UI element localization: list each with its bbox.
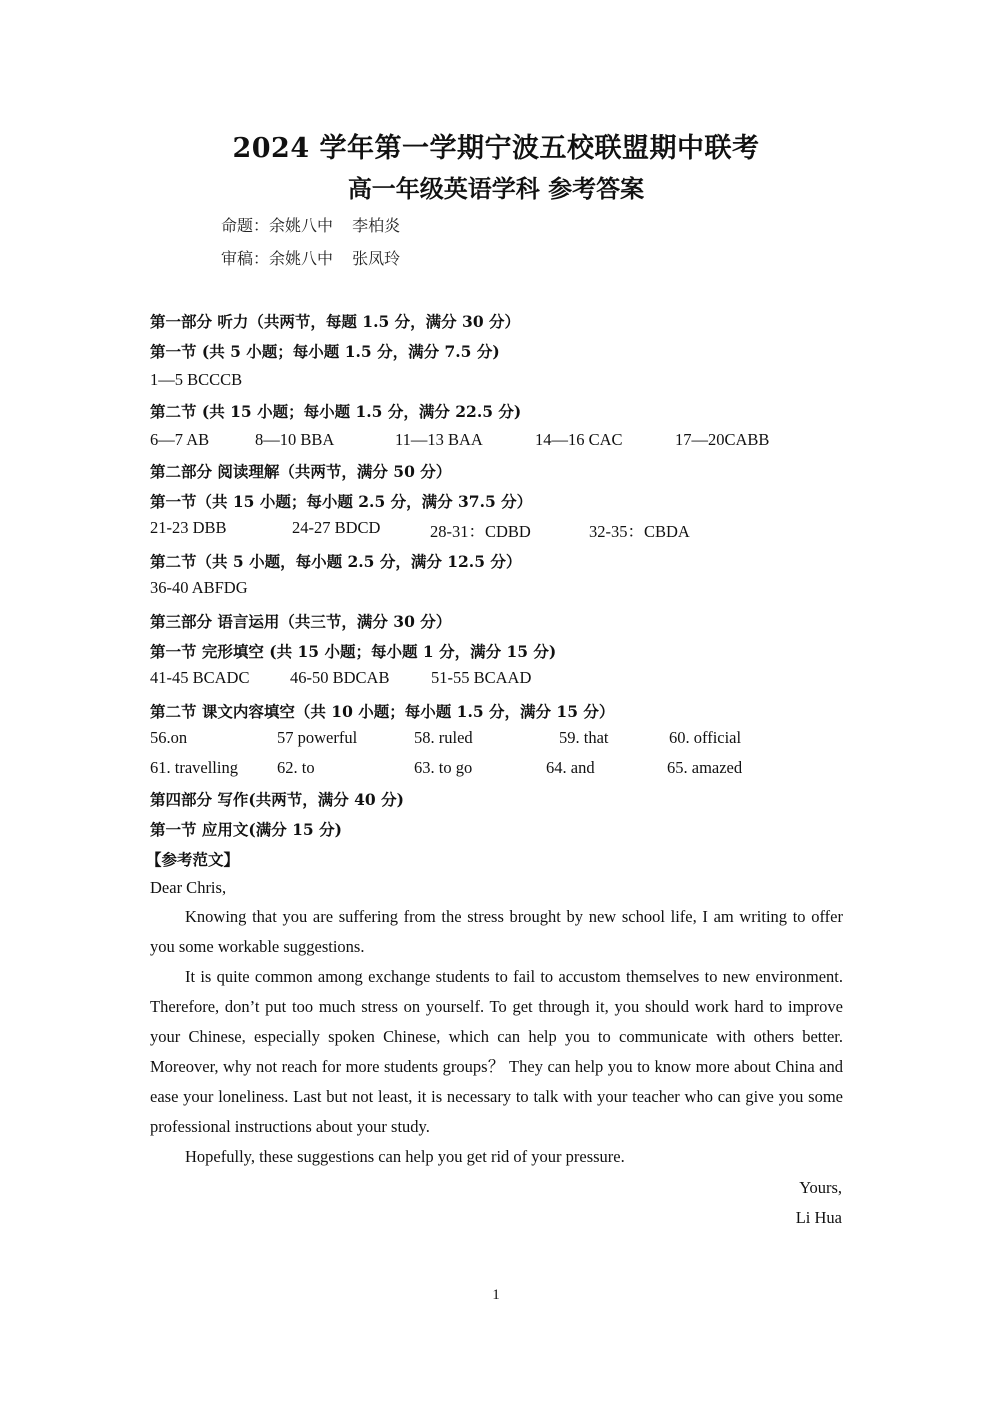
credit-reviewer-label: 审稿：余姚八中 [221, 249, 334, 268]
answer-group: 6—7 AB [150, 430, 210, 449]
part3-sec2-answers-row1 [150, 728, 850, 750]
answer-group: 11—13 BAA [395, 430, 483, 449]
answer-group: 32-35：CBDA [589, 522, 690, 541]
answer-item: 58. ruled [414, 728, 473, 747]
part2-heading: 第二部分 阅读理解（共两节，满分 50 分） [150, 462, 452, 481]
part2-sec1-heading: 第一节（共 15 小题；每小题 2.5 分，满分 37.5 分） [150, 492, 533, 511]
part1-heading: 第一部分 听力（共两节，每题 1.5 分，满分 30 分） [150, 312, 521, 331]
credit-author-label: 命题：余姚八中 [221, 216, 334, 235]
letter-closing: Yours, [799, 1178, 842, 1197]
answer-group: 8—10 BBA [255, 430, 335, 449]
answer-group: 17—20CABB [675, 430, 770, 449]
part4-heading: 第四部分 写作(共两节，满分 40 分) [150, 790, 404, 809]
part1-sec2-answers [150, 430, 850, 452]
answer-item: 57 powerful [277, 728, 358, 747]
answer-item: 60. official [669, 728, 742, 747]
letter-greeting: Dear Chris, [150, 878, 227, 897]
letter-signature: Li Hua [795, 1208, 842, 1227]
letter-paragraph-3: Hopefully, these suggestions can help you get rid of your pressure. [185, 1147, 625, 1166]
credit-reviewer-name: 张凤玲 [352, 249, 401, 268]
letter-paragraph-2: It is quite common among exchange students to fail to accustom themselves to new environment. Therefore, don’t put too much stress on yourself. To get through it, you should work hard to improve your Chinese, especially spoken Chinese, which can help you to communicate with others better. Moreover, why not reach for more students groups？ They can help you to know more about China and ease your loneliness. Last but not least, it is necessary to talk with your teacher who can give you some professional instructions about your study. [150, 967, 843, 1136]
page-subtitle: 高一年级英语学科 参考答案 [347, 174, 645, 203]
part1-sec1-answers: 1—5 BCCCB [150, 370, 243, 389]
part2-sec1-answers [150, 518, 850, 540]
part3-heading: 第三部分 语言运用（共三节，满分 30 分） [150, 612, 452, 631]
answer-item: 62. to [277, 758, 315, 777]
credit-author [221, 213, 414, 236]
part3-sec2-answers-row2 [150, 758, 850, 780]
part3-sec2-heading: 第二节 课文内容填空（共 10 小题；每小题 1.5 分，满分 15 分） [150, 702, 615, 721]
answer-group: 51-55 BCAAD [431, 668, 532, 687]
answer-group: 21-23 DBB [150, 518, 227, 537]
part2-sec2-answers: 36-40 ABFDG [150, 578, 248, 597]
letter-paragraph-1: Knowing that you are suffering from the stress brought by new school life, I am writing to offer you some workable suggestions. [150, 907, 843, 956]
answer-group: 24-27 BDCD [292, 518, 381, 537]
answer-item: 61. travelling [150, 758, 238, 777]
part2-sec2-heading: 第二节（共 5 小题，每小题 2.5 分，满分 12.5 分） [150, 552, 522, 571]
answer-item: 65. amazed [667, 758, 743, 777]
answer-group: 14—16 CAC [535, 430, 623, 449]
page-number: 1 [492, 1287, 500, 1303]
answer-item: 64. and [546, 758, 595, 777]
part1-sec2-heading: 第二节 (共 15 小题；每小题 1.5 分，满分 22.5 分) [150, 402, 522, 421]
answer-group: 41-45 BCADC [150, 668, 250, 687]
answer-group: 28-31：CDBD [430, 522, 531, 541]
part1-sec1-heading: 第一节 (共 5 小题；每小题 1.5 分，满分 7.5 分) [150, 342, 500, 361]
credit-reviewer [221, 246, 414, 269]
answer-item: 63. to go [414, 758, 473, 777]
sample-essay-label: 【参考范文】 [146, 850, 240, 869]
answer-item: 56.on [150, 728, 188, 747]
part4-sec1-heading: 第一节 应用文(满分 15 分) [150, 820, 342, 839]
page-title: 2024 学年第一学期宁波五校联盟期中联考 [232, 133, 760, 164]
part3-sec1-heading: 第一节 完形填空 (共 15 小题；每小题 1 分，满分 15 分) [150, 642, 557, 661]
credit-author-name: 李柏炎 [352, 216, 401, 235]
answer-item: 59. that [559, 728, 609, 747]
answer-group: 46-50 BDCAB [290, 668, 390, 687]
part3-sec1-answers [150, 668, 850, 690]
